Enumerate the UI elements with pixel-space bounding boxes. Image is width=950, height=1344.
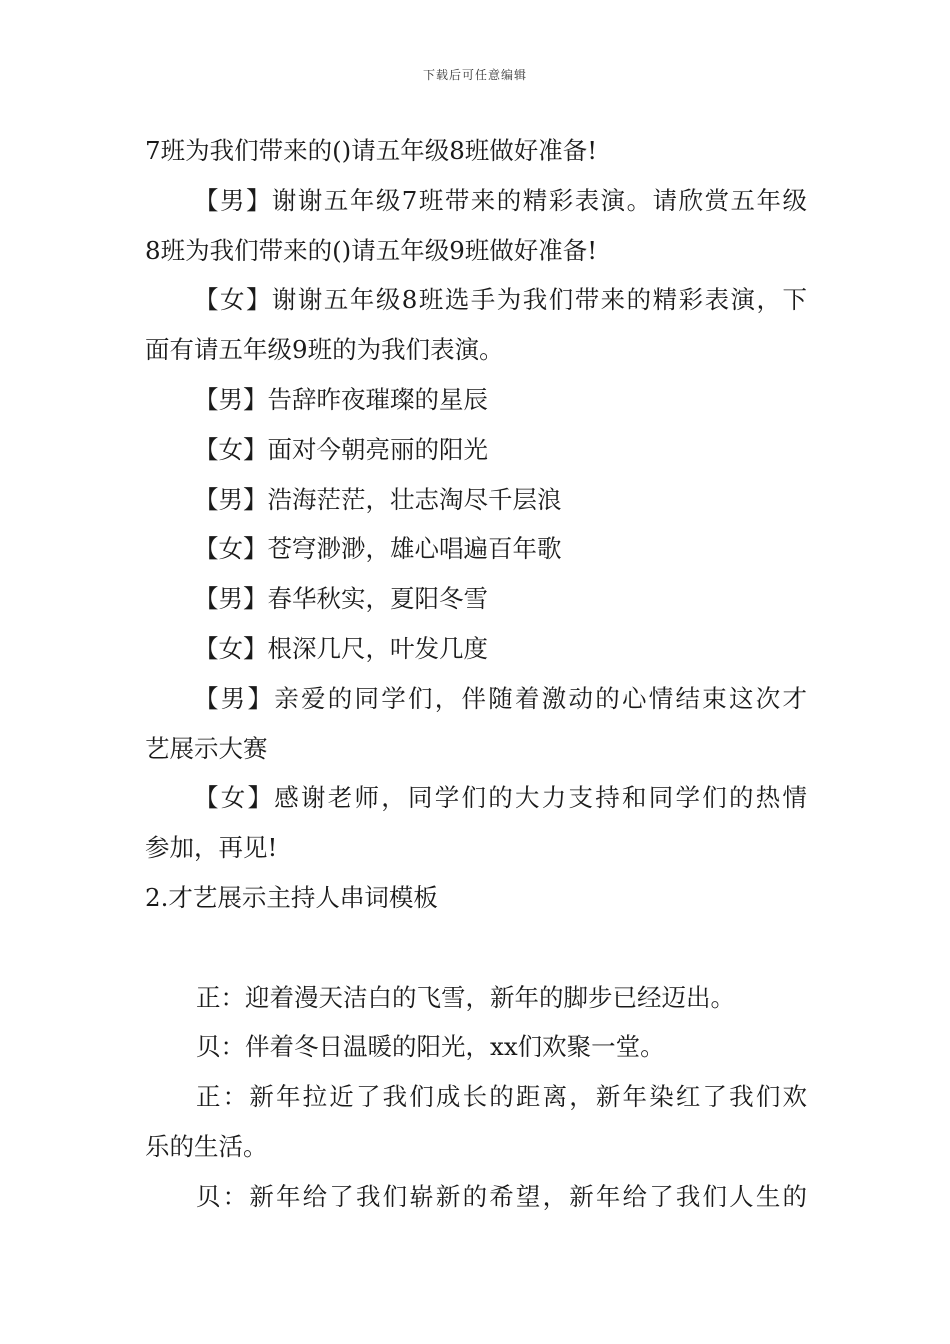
page-header: 下载后可任意编辑 bbox=[422, 68, 527, 82]
section-heading: 2.才艺展示主持人串词模板 bbox=[145, 882, 438, 912]
paragraph-line: 正：新年拉近了我们成长的距离，新年染红了我们欢 bbox=[196, 1082, 807, 1112]
paragraph-line: 贝：新年给了我们崭新的希望，新年给了我们人生的 bbox=[196, 1181, 807, 1211]
paragraph-line: 【男】谢谢五年级7班带来的精彩表演。请欣赏五年级 bbox=[194, 185, 807, 215]
document-body bbox=[145, 126, 807, 1222]
paragraph-line: 乐的生活。 bbox=[145, 1131, 268, 1161]
paragraph-line: 【男】告辞昨夜璀璨的星辰 bbox=[194, 384, 488, 414]
paragraph-line: 【女】谢谢五年级8班选手为我们带来的精彩表演，下 bbox=[194, 285, 807, 315]
paragraph-line: 正：迎着漫天洁白的飞雪，新年的脚步已经迈出。 bbox=[196, 982, 735, 1012]
paragraph-line: 【女】感谢老师，同学们的大力支持和同学们的热情 bbox=[194, 783, 807, 813]
blank-line bbox=[145, 923, 807, 973]
paragraph-line: 面有请五年级9班的为我们表演。 bbox=[145, 335, 504, 365]
paragraph-line: 【女】面对今朝亮丽的阳光 bbox=[194, 434, 488, 464]
paragraph-line: 【男】亲爱的同学们，伴随着激动的心情结束这次才 bbox=[194, 683, 807, 713]
paragraph-line: 【男】春华秋实，夏阳冬雪 bbox=[194, 584, 488, 614]
paragraph-line: 【男】浩海茫茫，壮志淘尽千层浪 bbox=[194, 484, 562, 514]
paragraph-line: 贝：伴着冬日温暖的阳光，xx们欢聚一堂。 bbox=[196, 1032, 665, 1062]
paragraph-line: 7班为我们带来的()请五年级8班做好准备! bbox=[145, 136, 598, 165]
paragraph-line: 【女】苍穹渺渺，雄心唱遍百年歌 bbox=[194, 534, 562, 564]
paragraph-line: 【女】根深几尺，叶发几度 bbox=[194, 633, 488, 663]
paragraph-line: 参加，再见! bbox=[145, 833, 278, 863]
paragraph-line: 8班为我们带来的()请五年级9班做好准备! bbox=[145, 235, 598, 265]
paragraph-line: 艺展示大赛 bbox=[145, 733, 268, 763]
